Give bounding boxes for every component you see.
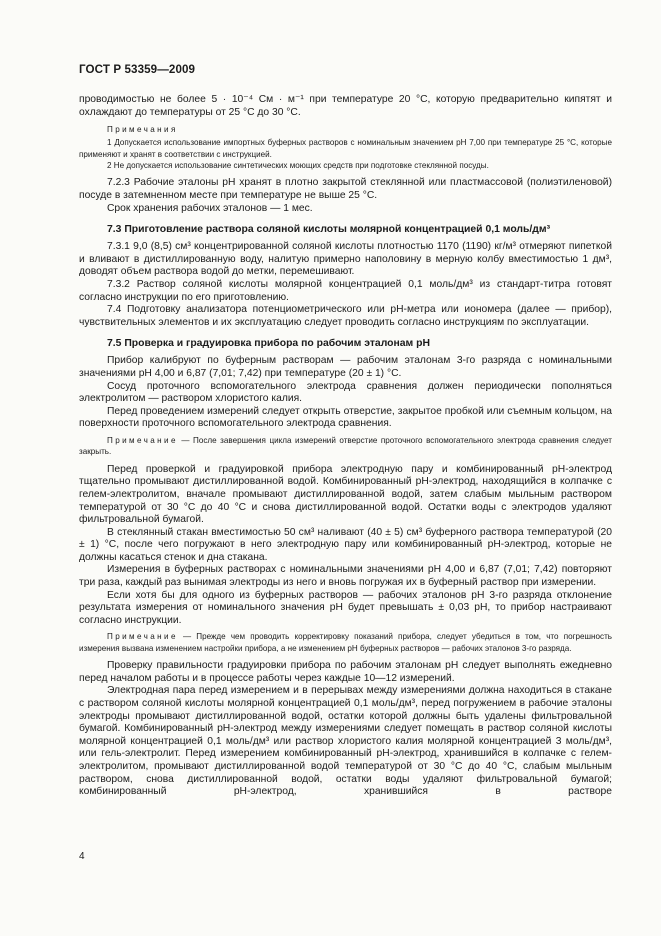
paragraph	[79, 279, 612, 304]
notes-heading	[79, 124, 612, 135]
paragraph	[79, 381, 612, 406]
document-body	[79, 94, 612, 811]
standard-header: ГОСТ Р 53359—2009	[79, 63, 196, 76]
paragraph-text: 7.3 Приготовление раствора соляной кислоты молярной концентрацией 0,1 моль/дм³	[107, 224, 551, 236]
note-label: Примечание	[107, 632, 178, 642]
note-label: Примечание	[107, 435, 178, 445]
note	[79, 160, 612, 171]
paragraph-text: Если хотя бы для одного из буферных растворов — рабочих эталонов рН 3-го разряда отклонение результата измерения от номинального значения рН будет превышать ± 0,03 рН, то прибор настраивают согласно инструкции.	[79, 589, 612, 626]
page-number: 4	[79, 851, 85, 862]
paragraph-text: Электродная пара перед измерением и в перерывах между измерениями должна находиться в стакане с раствором соляной кислоты молярной концентрацией 0,1 моль/дм³, перед погружением в рабочие эталоны электроды промывают дистиллированной водой, остатки которой должны быть удалены фильтровальной бумагой. Комбинированный рН-электрод между измерениями следует помещать в раствор соляной кислоты молярной концентрацией 0,1 моль/дм³ или раствор хлористого калия молярной концентрацией 3 моль/дм³, или гель-электролит. Перед измерением комбинированный рН-электрод, хранившийся в колпачке с гелем-электролитом, промывают дистиллированной водой температурой от 30 °С до 40 °С, слабым мыльным раствором, снова дистиллированной водой, остатки воды удаляют фильтровальной бумагой; комбинированный рН-электрод, хранившийся в растворе	[79, 685, 612, 798]
note	[79, 631, 612, 654]
paragraph-text: Прибор калибруют по буферным растворам — рабочим эталонам 3-го разряда с номинальными значениями рН 4,00 и 6,87 (7,01; 7,42) при температуре (20 ± 1) °С.	[79, 355, 612, 379]
paragraph	[79, 527, 612, 565]
paragraph	[79, 94, 612, 119]
paragraph	[79, 355, 612, 380]
paragraph-text: 2 Не допускается использование синтетических моющих средств при подготовке стеклянной посуды.	[107, 161, 489, 170]
paragraph-text: Примечания	[107, 125, 178, 135]
paragraph	[79, 564, 612, 589]
paragraph	[79, 685, 612, 811]
paragraph-text: проводимостью не более 5 · 10⁻⁴ См · м⁻¹ при температуре 20 °С, которую предварительно кипятят и охлаждают до температуры от 25 °С до 30 °С.	[79, 94, 612, 118]
paragraph	[79, 406, 612, 431]
paragraph-text: 7.4 Подготовку анализатора потенциометрического или рН-метра или иономера (далее — прибор), чувствительных элементов и их эксплуатацию следует проводить согласно инструкциям по эксплуатации.	[79, 304, 612, 328]
paragraph-text: Перед проведением измерений следует открыть отверстие, закрытое пробкой или съемным кольцом, на поверхности проточного вспомогательного электрода сравнения.	[79, 405, 612, 430]
section-heading	[79, 223, 612, 236]
paragraph	[79, 203, 612, 216]
paragraph-text: 7.3.1 9,0 (8,5) см³ концентрированной соляной кислоты плотностью 1170 (1190) кг/м³ отмеряют пипеткой и вливают в дистиллированную воду, налитую примерно наполовину в мерную колбу вместимостью 1 дм³, доводят объем раствора водой до метки, перемешивают.	[79, 241, 612, 278]
paragraph-text: 7.5 Проверка и градуировка прибора по рабочим эталонам рН	[107, 338, 430, 350]
paragraph	[79, 177, 612, 202]
paragraph-text: Проверку правильности градуировки прибора по рабочим эталонам рН следует выполнять ежедневно перед началом работы и в процессе работы через каждые 10—12 измерений.	[79, 660, 612, 684]
paragraph	[79, 590, 612, 628]
paragraph-text: Срок хранения рабочих эталонов — 1 мес.	[107, 202, 313, 214]
paragraph	[79, 464, 612, 527]
paragraph-text: 7.2.3 Рабочие эталоны рН хранят в плотно закрытой стеклянной или пластмассовой (полиэтиленовой) посуде в затемненном месте при температуре не выше 25 °С.	[79, 177, 612, 201]
note	[79, 435, 612, 458]
paragraph-text: Сосуд проточного вспомогательного электрода сравнения должен периодически пополняться электролитом — раствором хлористого калия.	[79, 380, 612, 405]
paragraph-text: 1 Допускается использование импортных буферных растворов с номинальным значением рН 7,00 при температуре 25 °С, которые применяют и хранят в соответствии с инструкцией.	[79, 138, 612, 159]
note	[79, 137, 612, 160]
section-heading	[79, 337, 612, 350]
paragraph-text: В стеклянный стакан вместимостью 50 см³ наливают (40 ± 5) см³ буферного раствора температурой (20 ± 1) °С, после чего погружают в него электродную пару или комбинированный рН-электрод, которые не должны касаться стенок и дна стакана.	[79, 526, 612, 563]
paragraph	[79, 241, 612, 279]
paragraph	[79, 660, 612, 685]
note-text: — После завершения цикла измерений отверстие проточного вспомогательного электрода сравнения следует закрыть.	[79, 435, 612, 457]
paragraph-text: 7.3.2 Раствор соляной кислоты молярной концентрацией 0,1 моль/дм³ из стандарт-титра готовят согласно инструкции по его приготовлению.	[79, 278, 612, 303]
note-text: — Прежде чем проводить корректировку показаний прибора, следует убедиться в том, что погрешность измерения вызвана изменением настройки прибора, а не изменением рН буферных растворов — рабочих эталонов 3-го разряда.	[79, 632, 612, 653]
paragraph-text: Измерения в буферных растворах с номинальными значениями рН 4,00 и 6,87 (7,01; 7,42) повторяют три раза, каждый раз вынимая электроды из него и вновь погружая их в буферный раствор при измерении.	[79, 564, 612, 589]
paragraph	[79, 304, 612, 329]
paragraph-text: Перед проверкой и градуировкой прибора электродную пару и комбинированный рН-электрод тщательно промывают дистиллированной водой. Комбинированный рН-электрод, находящийся в колпачке с гелем-электролитом, вначале промывают дистиллированной водой, затем слабым мыльным раствором температурой от 30 °С до 40 °С и снова дистиллированной водой. Остатки воды с электродов удаляют фильтровальной бумагой.	[79, 463, 612, 526]
